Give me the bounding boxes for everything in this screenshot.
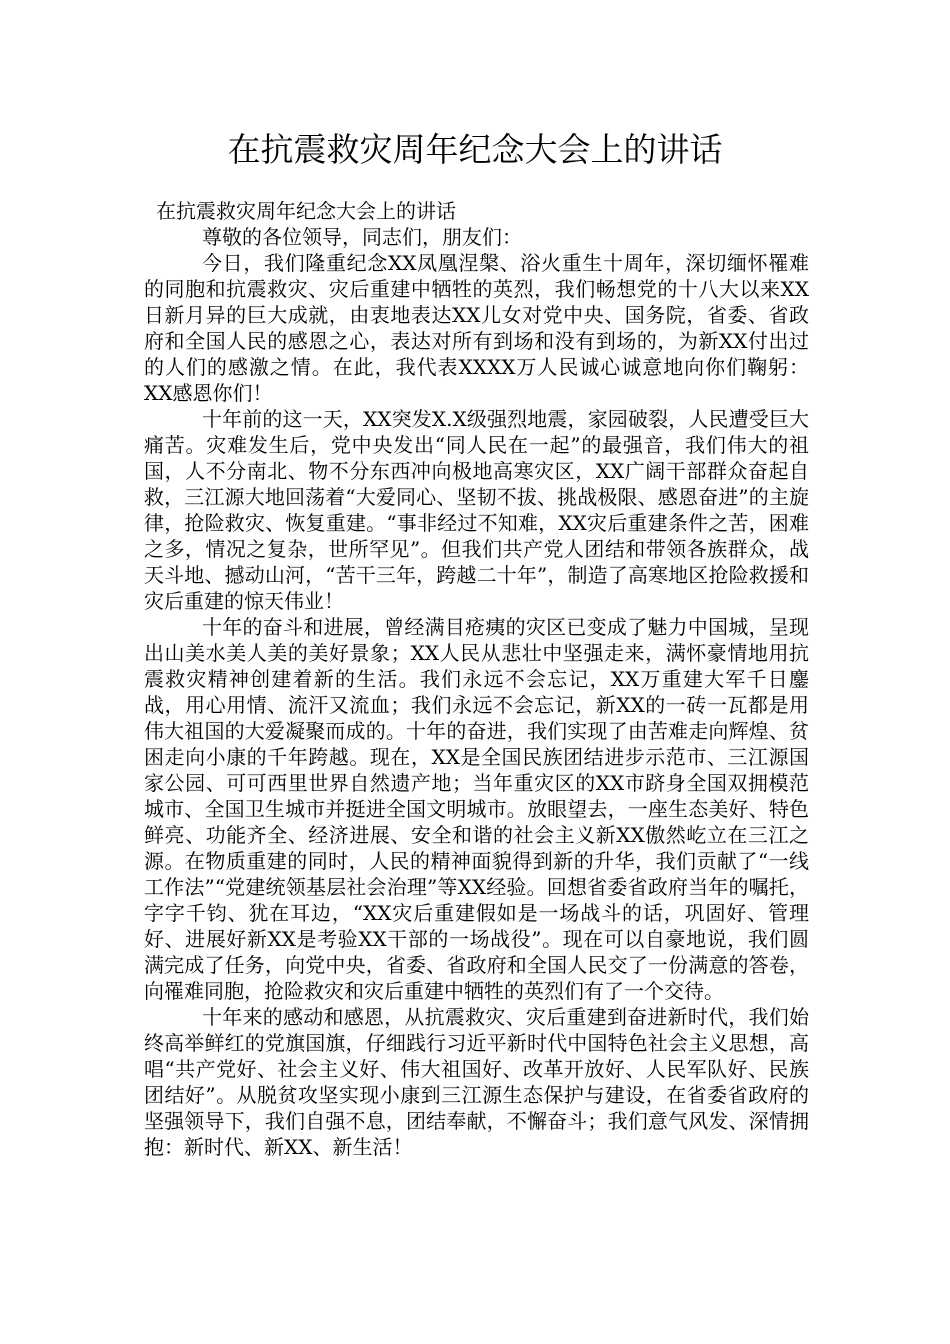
paragraph: 十年来的感动和感恩，从抗震救灾、灾后重建到奋进新时代，我们始终高举鲜红的党旗国旗，仔细践行习近平新时代中国特色社会主义思想，高唱“共产党好、社会主义好、伟大祖国好、改革开放好、人民军队好、民族团结好”。从脱贫攻坚实现小康到三江源生态保护与建设，在省委省政府的坚强领导下，我们自强不息，团结奉献，不懈奋斗；我们意气风发、深情拥抱：新时代、新XX、新生活！ [144, 1005, 809, 1159]
paragraph: 十年的奋斗和进展，曾经满目疮痍的灾区已变成了魅力中国城，呈现出山美水美人美的美好景象；XX人民从悲壮中坚强走来，满怀豪情地用抗震救灾精神创建着新的生活。我们永远不会忘记，XX万重建大军千日鏖战，用心用情、流汗又流血；我们永远不会忘记，新XX的一砖一瓦都是用伟大祖国的大爱凝聚而成的。十年的奋进，我们实现了由苦难走向辉煌、贫困走向小康的千年跨越。现在，XX是全国民族团结进步示范市、三江源国家公园、可可西里世界自然遗产地；当年重灾区的XX市跻身全国双拥模范城市、全国卫生城市并挺进全国文明城市。放眼望去，一座生态美好、特色鲜亮、功能齐全、经济进展、安全和谐的社会主义新XX傲然屹立在三江之源。在物质重建的同时，人民的精神面貌得到新的升华，我们贡献了“一线工作法”“党建统领基层社会治理”等XX经验。回想省委省政府当年的嘱托，字字千钧、犹在耳边，“XX灾后重建假如是一场战斗的话，巩固好、管理好、进展好新XX是考验XX干部的一场战役”。现在可以自豪地说，我们圆满完成了任务，向党中央，省委、省政府和全国人民交了一份满意的答卷，向罹难同胞，抢险救灾和灾后重建中牺牲的英烈们有了一个交待。 [144, 615, 809, 1003]
paragraph: 今日，我们隆重纪念XX凤凰涅槃、浴火重生十周年，深切缅怀罹难的同胞和抗震救灾、灾后重建中牺牲的英烈，我们畅想党的十八大以来XX日新月异的巨大成就，由衷地表达XX儿女对党中央、国务院，省委、省政府和全国人民的感恩之心，表达对所有到场和没有到场的，为新XX付出过的人们的感激之情。在此，我代表XXXX万人民诚心诚意地向你们鞠躬：XX感恩你们！ [144, 251, 809, 405]
paragraph: 十年前的这一天，XX突发X.X级强烈地震，家园破裂，人民遭受巨大痛苦。灾难发生后，党中央发出“同人民在一起”的最强音，我们伟大的祖国，人不分南北、物不分东西冲向极地高寒灾区，XX广阔干部群众奋起自救，三江源大地回荡着“大爱同心、坚韧不拔、挑战极限、感恩奋进”的主旋律，抢险救灾、恢复重建。“事非经过不知难，XX灾后重建条件之苦，困难之多，情况之复杂，世所罕见”。但我们共产党人团结和带领各族群众，战天斗地、撼动山河，“苦干三年，跨越二十年”，制造了高寒地区抢险救援和灾后重建的惊天伟业！ [144, 407, 809, 613]
document-title: 在抗震救灾周年纪念大会上的讲话 [227, 130, 723, 169]
salutation: 尊敬的各位领导，同志们，朋友们： [202, 225, 522, 249]
document-body [144, 198, 809, 1160]
document-subtitle: 在抗震救灾周年纪念大会上的讲话 [156, 199, 456, 223]
